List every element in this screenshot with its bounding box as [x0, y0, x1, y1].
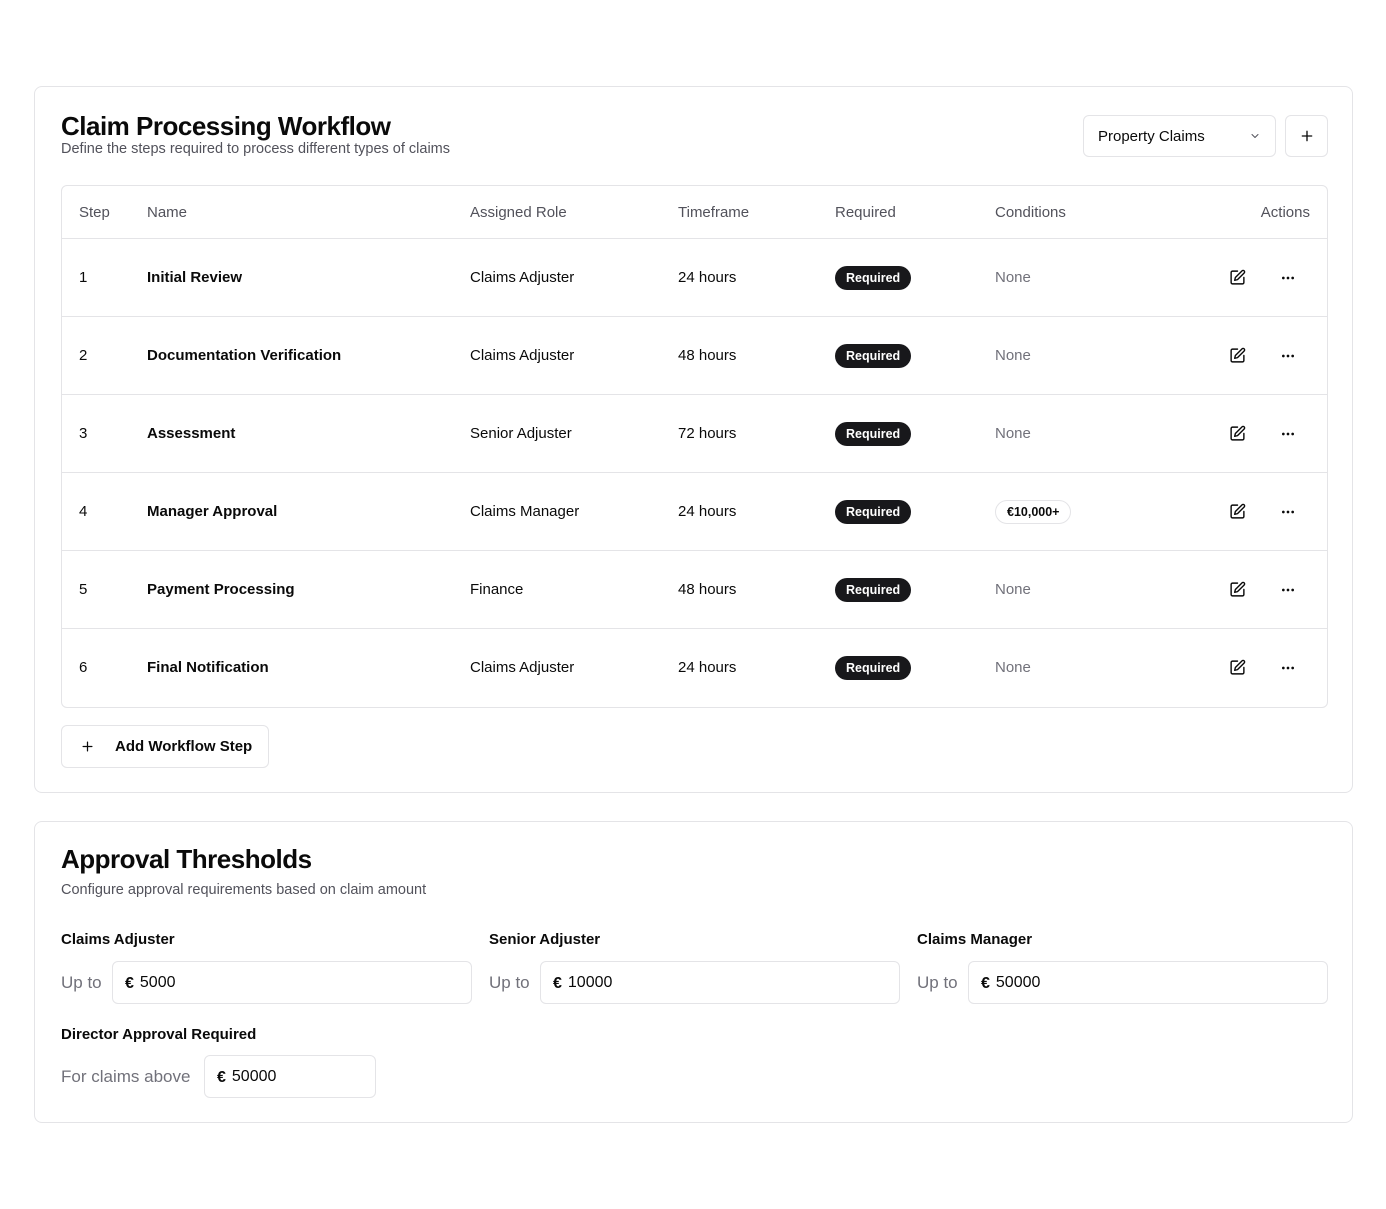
add-workflow-step-label: Add Workflow Step	[115, 738, 253, 755]
table-row	[62, 472, 1327, 550]
edit-icon	[1229, 269, 1246, 286]
step-role: Claims Adjuster	[470, 269, 575, 286]
workflow-table	[61, 185, 1328, 708]
senior-adjuster-input[interactable]	[540, 961, 900, 1004]
euro-icon: €	[217, 1068, 226, 1086]
workflow-title: Claim Processing Workflow	[61, 111, 391, 141]
approval-thresholds-card	[34, 821, 1353, 1123]
more-options-button[interactable]	[1276, 500, 1300, 524]
step-number: 1	[79, 269, 88, 286]
required-badge: Required	[835, 500, 911, 524]
required-badge: Required	[835, 344, 911, 368]
step-role: Claims Adjuster	[470, 659, 575, 676]
step-conditions: None	[995, 425, 1031, 442]
edit-step-button[interactable]	[1225, 656, 1249, 680]
claims-adjuster-label: Claims Adjuster	[61, 931, 175, 948]
step-name: Initial Review	[147, 269, 243, 286]
thresholds-subtitle: Configure approval requirements based on claim amount	[61, 882, 427, 898]
claim-type-select[interactable]	[1083, 115, 1276, 157]
plus-icon	[80, 739, 95, 754]
claims-manager-input[interactable]	[968, 961, 1328, 1004]
step-number: 6	[79, 659, 88, 676]
add-workflow-step-button[interactable]	[61, 725, 269, 768]
workflow-subtitle: Define the steps required to process different types of claims	[61, 141, 451, 157]
column-header-step: Step	[79, 203, 110, 221]
more-options-button[interactable]	[1276, 578, 1300, 602]
senior-adjuster-prefix: Up to	[489, 973, 530, 992]
add-workflow-button[interactable]	[1285, 115, 1328, 157]
claims-adjuster-input[interactable]	[112, 961, 472, 1004]
required-badge: Required	[835, 266, 911, 290]
edit-step-button[interactable]	[1225, 344, 1249, 368]
edit-step-button[interactable]	[1225, 422, 1249, 446]
step-name: Documentation Verification	[147, 347, 342, 364]
step-conditions: None	[995, 659, 1031, 676]
column-header-required: Required	[835, 203, 896, 221]
more-horizontal-icon	[1280, 582, 1296, 598]
step-name: Final Notification	[147, 659, 269, 676]
director-approval-input[interactable]	[204, 1055, 376, 1098]
column-header-role: Assigned Role	[470, 203, 567, 221]
required-badge: Required	[835, 578, 911, 602]
director-approval-value: 50000	[231, 1067, 277, 1085]
step-role: Claims Adjuster	[470, 347, 575, 364]
column-header-actions: Actions	[1260, 203, 1310, 221]
table-row	[62, 316, 1327, 394]
column-header-conditions: Conditions	[995, 203, 1066, 221]
edit-step-button[interactable]	[1225, 500, 1249, 524]
director-approval-label: Director Approval Required	[61, 1026, 257, 1043]
more-horizontal-icon	[1280, 504, 1296, 520]
table-row	[62, 238, 1327, 316]
step-role: Claims Manager	[470, 503, 580, 520]
step-number: 5	[79, 581, 88, 598]
step-name: Assessment	[147, 425, 236, 442]
column-header-timeframe: Timeframe	[678, 203, 750, 221]
required-badge: Required	[835, 422, 911, 446]
step-number: 3	[79, 425, 88, 442]
euro-icon: €	[981, 974, 990, 992]
more-options-button[interactable]	[1276, 656, 1300, 680]
claims-manager-value: 50000	[995, 973, 1041, 991]
thresholds-title: Approval Thresholds	[61, 844, 312, 874]
step-timeframe: 24 hours	[678, 659, 737, 676]
step-timeframe: 24 hours	[678, 503, 737, 520]
step-timeframe: 48 hours	[678, 581, 737, 598]
edit-step-button[interactable]	[1225, 578, 1249, 602]
edit-icon	[1229, 347, 1246, 364]
workflow-card	[34, 86, 1353, 793]
claims-adjuster-prefix: Up to	[61, 973, 102, 992]
step-conditions: None	[995, 581, 1031, 598]
more-horizontal-icon	[1280, 660, 1296, 676]
step-timeframe: 72 hours	[678, 425, 737, 442]
table-row	[62, 394, 1327, 472]
table-row	[62, 550, 1327, 628]
table-row	[62, 628, 1327, 706]
more-horizontal-icon	[1280, 270, 1296, 286]
edit-icon	[1229, 503, 1246, 520]
step-number: 2	[79, 347, 88, 364]
more-horizontal-icon	[1280, 426, 1296, 442]
step-conditions: None	[995, 269, 1031, 286]
more-options-button[interactable]	[1276, 422, 1300, 446]
table-header-row	[62, 186, 1327, 238]
edit-icon	[1229, 659, 1246, 676]
step-name: Manager Approval	[147, 503, 278, 520]
euro-icon: €	[553, 974, 562, 992]
director-approval-prefix: For claims above	[61, 1067, 191, 1086]
senior-adjuster-value: 10000	[567, 973, 613, 991]
plus-icon	[1299, 128, 1315, 144]
condition-badge: €10,000+	[995, 500, 1071, 524]
more-horizontal-icon	[1280, 348, 1296, 364]
chevron-down-icon	[1249, 130, 1261, 142]
senior-adjuster-label: Senior Adjuster	[489, 931, 601, 948]
edit-icon	[1229, 581, 1246, 598]
column-header-name: Name	[147, 203, 188, 221]
step-role: Finance	[470, 581, 524, 598]
step-conditions: None	[995, 347, 1031, 364]
edit-step-button[interactable]	[1225, 266, 1249, 290]
edit-icon	[1229, 425, 1246, 442]
claims-manager-label: Claims Manager	[917, 931, 1033, 948]
euro-icon: €	[125, 974, 134, 992]
claims-adjuster-value: 5000	[139, 973, 176, 991]
step-timeframe: 48 hours	[678, 347, 737, 364]
required-badge: Required	[835, 656, 911, 680]
step-timeframe: 24 hours	[678, 269, 737, 286]
step-number: 4	[79, 503, 88, 520]
claim-type-select-value: Property Claims	[1098, 127, 1205, 145]
claims-manager-prefix: Up to	[917, 973, 958, 992]
more-options-button[interactable]	[1276, 266, 1300, 290]
more-options-button[interactable]	[1276, 344, 1300, 368]
step-name: Payment Processing	[147, 581, 295, 598]
step-role: Senior Adjuster	[470, 425, 572, 442]
